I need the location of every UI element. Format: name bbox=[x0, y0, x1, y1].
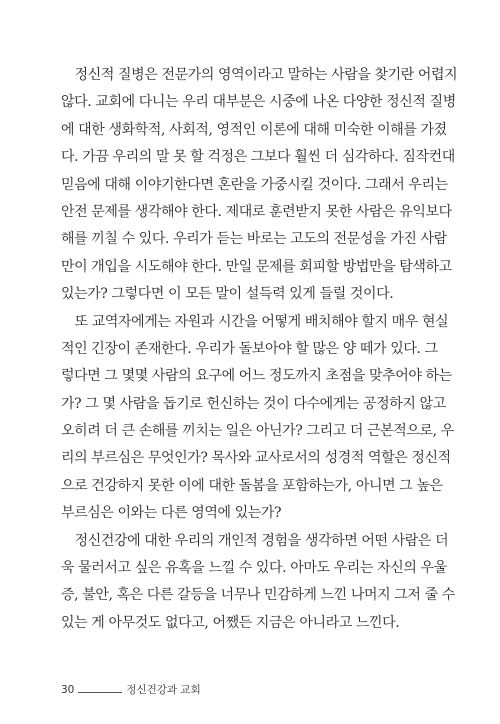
text-line: 으로 건강하지 못한 이에 대한 돌봄을 포함하는가, 아니면 그 높은 bbox=[61, 477, 443, 494]
text-line: 렇다면 그 몇몇 사람의 요구에 어느 정도까지 초점을 맞추어야 하는 bbox=[61, 368, 452, 385]
text-line: 믿음에 대해 이야기한다면 혼란을 가중시킬 것이다. 그래서 우리는 bbox=[61, 176, 448, 193]
text-line: 정신적 질병은 전문가의 영역이라고 말하는 사람을 찾기란 어렵지 bbox=[61, 67, 458, 83]
text-line: 해를 끼칠 수 있다. 우리가 듣는 바로는 고도의 전문성을 가진 사람 bbox=[61, 231, 447, 248]
text-line: 다. 가끔 우리의 말 못 할 걱정은 그보다 훨씬 더 심각하다. 짐작컨대 bbox=[61, 149, 455, 166]
body-text bbox=[61, 62, 458, 637]
text-line: 만이 개입을 시도해야 한다. 만일 문제를 회피할 방법만을 탐색하고 bbox=[61, 258, 452, 275]
text-line: 에 대한 생화학적, 사회적, 영적인 이론에 대해 미숙한 이해를 가졌 bbox=[61, 121, 447, 138]
page-number: 30 bbox=[61, 683, 75, 696]
footer-rule bbox=[78, 692, 122, 693]
text-line: 안전 문제를 생각해야 한다. 제대로 훈련받지 못한 사람은 유익보다 bbox=[61, 203, 452, 220]
text-line: 적인 긴장이 존재한다. 우리가 돌보아야 할 많은 양 떼가 있다. 그 bbox=[61, 340, 438, 357]
page-footer bbox=[61, 682, 201, 697]
text-line: 있는 게 아무것도 없다고, 어쨌든 지금은 아니라고 느낀다. bbox=[61, 614, 400, 631]
paragraph bbox=[61, 309, 454, 528]
running-title: 정신건강과 교회 bbox=[126, 684, 201, 696]
text-line: 가? 그 몇 사람을 돕기로 헌신하는 것이 다수에게는 공정하지 않고 bbox=[61, 395, 446, 412]
text-line: 욱 물러서고 싶은 유혹을 느낄 수 있다. 아마도 우리는 자신의 우울 bbox=[61, 560, 447, 577]
paragraph bbox=[61, 62, 458, 309]
text-line: 증, 불안, 혹은 다른 갈등을 너무나 민감하게 느낀 나머지 그저 줄 수 bbox=[61, 587, 455, 604]
text-line: 오히려 더 큰 손해를 끼치는 일은 아닌가? 그리고 더 근본적으로, 우 bbox=[61, 423, 454, 440]
text-line: 부르심은 이와는 다른 영역에 있는가? bbox=[61, 505, 282, 522]
paragraph bbox=[61, 528, 455, 638]
text-line: 않다. 교회에 다니는 우리 대부분은 시중에 나온 다양한 정신적 질병 bbox=[61, 94, 456, 111]
text-line: 리의 부르심은 무엇인가? 목사와 교사로서의 성경적 역할은 정신적 bbox=[61, 450, 451, 467]
text-line: 정신건강에 대한 우리의 개인적 경험을 생각하면 어떤 사람은 더 bbox=[61, 532, 449, 549]
text-line: 있는가? 그렇다면 이 모든 말이 설득력 있게 들릴 것이다. bbox=[61, 286, 394, 303]
text-line: 또 교역자에게는 자원과 시간을 어떻게 배치해야 할지 매우 현실 bbox=[61, 313, 449, 330]
